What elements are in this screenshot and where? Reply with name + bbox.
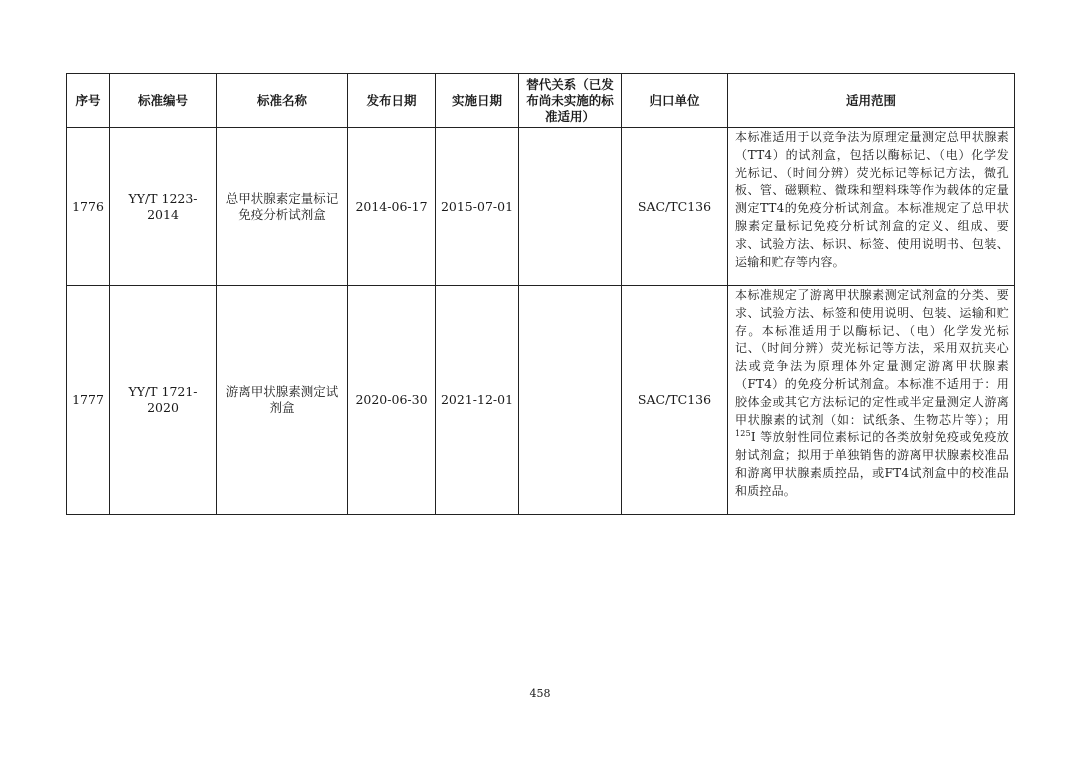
table-header-row xyxy=(67,74,1015,128)
cell-seq: 1777 xyxy=(67,286,110,515)
table-row xyxy=(67,286,1015,515)
cell-name: 游离甲状腺素测定试剂盒 xyxy=(217,286,348,515)
scope-superscript: 125 xyxy=(735,429,751,439)
cell-seq: 1776 xyxy=(67,128,110,286)
cell-unit: SAC/TC136 xyxy=(622,286,728,515)
cell-effective-date: 2015-07-01 xyxy=(436,128,519,286)
scope-text-part2: I 等放射性同位素标记的各类放射免疫或免疫放射试剂盒；拟用于单独销售的游离甲状腺素校准品和游离甲状腺素质控品，或FT4试剂盒中的校准品和质控品。 xyxy=(735,430,1009,498)
header-seq: 序号 xyxy=(67,74,110,128)
header-publish-date: 发布日期 xyxy=(348,74,436,128)
table-row xyxy=(67,128,1015,286)
cell-effective-date: 2021-12-01 xyxy=(436,286,519,515)
cell-scope xyxy=(728,286,1015,515)
cell-publish-date: 2014-06-17 xyxy=(348,128,436,286)
scope-text-part1: 本标准规定了游离甲状腺素测定试剂盒的分类、要求、试验方法、标签和使用说明、包装、运输和贮存。本标准适用于以酶标记、（电）化学发光标记、（时间分辨）荧光标记等方法，采用双抗夹心法或竞争法为原理体外定量测定游离甲状腺素（FT4）的免疫分析试剂盒。本标准不适用于：用胶体金或其它方法标记的定性或半定量测定人游离甲状腺素的试剂（如：试纸条、生物芯片等）；用 xyxy=(735,288,1009,427)
cell-code: YY/T 1223-2014 xyxy=(110,128,217,286)
cell-replacement xyxy=(519,286,622,515)
cell-code: YY/T 1721-2020 xyxy=(110,286,217,515)
cell-unit: SAC/TC136 xyxy=(622,128,728,286)
header-replacement: 替代关系（已发布尚未实施的标准适用） xyxy=(519,74,622,128)
cell-publish-date: 2020-06-30 xyxy=(348,286,436,515)
cell-name: 总甲状腺素定量标记免疫分析试剂盒 xyxy=(217,128,348,286)
header-scope: 适用范围 xyxy=(728,74,1015,128)
page-number: 458 xyxy=(529,687,551,700)
standards-table xyxy=(66,73,1015,515)
header-name: 标准名称 xyxy=(217,74,348,128)
header-effective-date: 实施日期 xyxy=(436,74,519,128)
cell-replacement xyxy=(519,128,622,286)
header-unit: 归口单位 xyxy=(622,74,728,128)
header-code: 标准编号 xyxy=(110,74,217,128)
cell-scope: 本标准适用于以竞争法为原理定量测定总甲状腺素（TT4）的试剂盒，包括以酶标记、（电）化学发光标记、（时间分辨）荧光标记等标记方法，微孔板、管、磁颗粒、微珠和塑料珠等作为载体的定量测定TT4的免疫分析试剂盒。本标准规定了总甲状腺素定量标记免疫分析试剂盒的定义、组成、要求、试验方法、标识、标签、使用说明书、包装、运输和贮存等内容。 xyxy=(728,128,1015,286)
